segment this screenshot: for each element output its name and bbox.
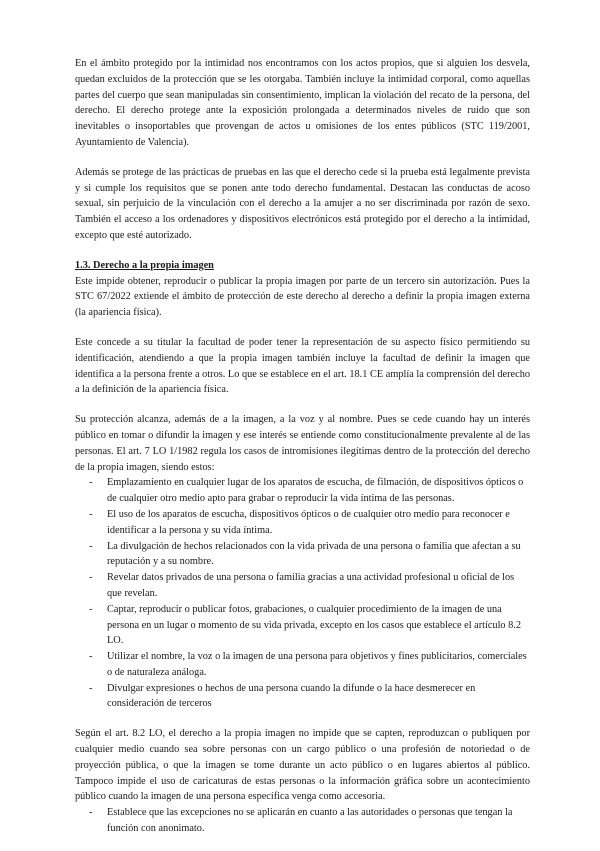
list-item: - Revelar datos privados de una persona o familia gracias a una actividad profesional u oficial de los que revelan. xyxy=(75,570,530,602)
excepciones-list xyxy=(75,805,530,837)
paragraph-proteccion-alcanza: Su protección alcanza, además de a la imagen, a la voz y al nombre. Pues se cede cuando hay un interés público en tomar o difundir la imagen y ese interés se entiende como constitucionalmente prevalente al de las personas. El art. 7 LO 1/1982 regula los casos de intromisiones ilegítimas dentro de la protección del derecho de la propia imagen, siendo estos: xyxy=(75,414,530,473)
section-heading-propia-imagen: 1.3. Derecho a la propia imagen xyxy=(75,259,214,271)
paragraph-impide-obtener: Este impide obtener, reproducir o publicar la propia imagen por parte de un tercero sin autorización. Pues la STC 67/2022 extiende el ámbito de protección de este derecho al derecho a definir la propia imagen externa (la apariencia física). xyxy=(75,275,530,319)
document-page xyxy=(75,56,530,851)
list-item: - La divulgación de hechos relacionados con la vida privada de una persona o familia que afectan a su reputación y a su nombre. xyxy=(75,539,530,571)
paragraph-intimidad-actos-propios: En el ámbito protegido por la intimidad nos encontramos con los actos propios, que si alguien los desvela, quedan excluidos de la protección que se les otorgaba. También incluye la intimidad corporal, como aquellas partes del cuerpo que sean manipuladas sin consentimiento, implican la violación del recato de la persona, del derecho. El derecho protege ante la exposición prolongada a determinados niveles de ruido que son inevitables o insoportables que provengan de actos u omisiones de los entes públicos (STC 119/2001, Ayuntamiento de Valencia). xyxy=(75,58,530,148)
intromisiones-list xyxy=(75,475,530,712)
paragraph-practicas-pruebas: Además se protege de las prácticas de pruebas en las que el derecho cede si la prueba está legalmente prevista y si cumple los requisitos que se ponen ante todo derecho fundamental. Destacan las conductas de acoso sexual, sin perjuicio de la vinculación con el derecho a la amujer a no ser discriminada por razón de sexo. También el acceso a los ordenadores y dispositivos electrónicos está protegido por el derecho a la intimidad, excepto que esté autorizado. xyxy=(75,166,530,241)
list-item: - Utilizar el nombre, la voz o la imagen de una persona para objetivos y fines publicitarios, comerciales o de naturaleza análoga. xyxy=(75,649,530,681)
list-item: - El uso de los aparatos de escucha, dispositivos ópticos o de cualquier otro medio para reconocer e identificar a la persona y su vida íntima. xyxy=(75,507,530,539)
paragraph-concede-titular: Este concede a su titular la facultad de poder tener la representación de su aspecto físico permitiendo su identificación, atendiendo a que la propia imagen también incluye la facultad de definir la imagen que identifica a la persona frente a otros. Lo que se establece en el art. 18.1 CE amplía la comprensión del derecho a la definición de la apariencia física. xyxy=(75,336,530,396)
list-item: - Divulgar expresiones o hechos de una persona cuando la difunde o la hace desmerecer en consideración de terceros xyxy=(75,681,530,713)
list-item: - Captar, reproducir o publicar fotos, grabaciones, o cualquier procedimiento de la imagen de una persona en un lugar o momento de su vida privada, excepto en los casos que establece el artículo 8.2 LO. xyxy=(75,602,530,649)
list-item: - Establece que las excepciones no se aplicarán en cuanto a las autoridades o personas que tengan la función con anonimato. xyxy=(75,805,530,837)
list-item: - Emplazamiento en cualquier lugar de los aparatos de escucha, de filmación, de dispositivos ópticos o de cualquier otro medio apto para grabar o reproducir la vida íntima de las personas. xyxy=(75,475,530,507)
paragraph-segun-art-8-2: Según el art. 8.2 LO, el derecho a la propia imagen no impide que se capten, reproduzcan o publiquen por cualquier medio cuando sea sobre personas con un cargo público o una profesión de notoriedad o de proyección pública, o que la imagen se tome durante un acto público o en lugares abiertos al público. Tampoco impide el uso de caricaturas de estas personas o la información gráfica sobre un acontecimiento público cuando la imagen de una persona específica venga como accesoria. xyxy=(75,728,530,803)
